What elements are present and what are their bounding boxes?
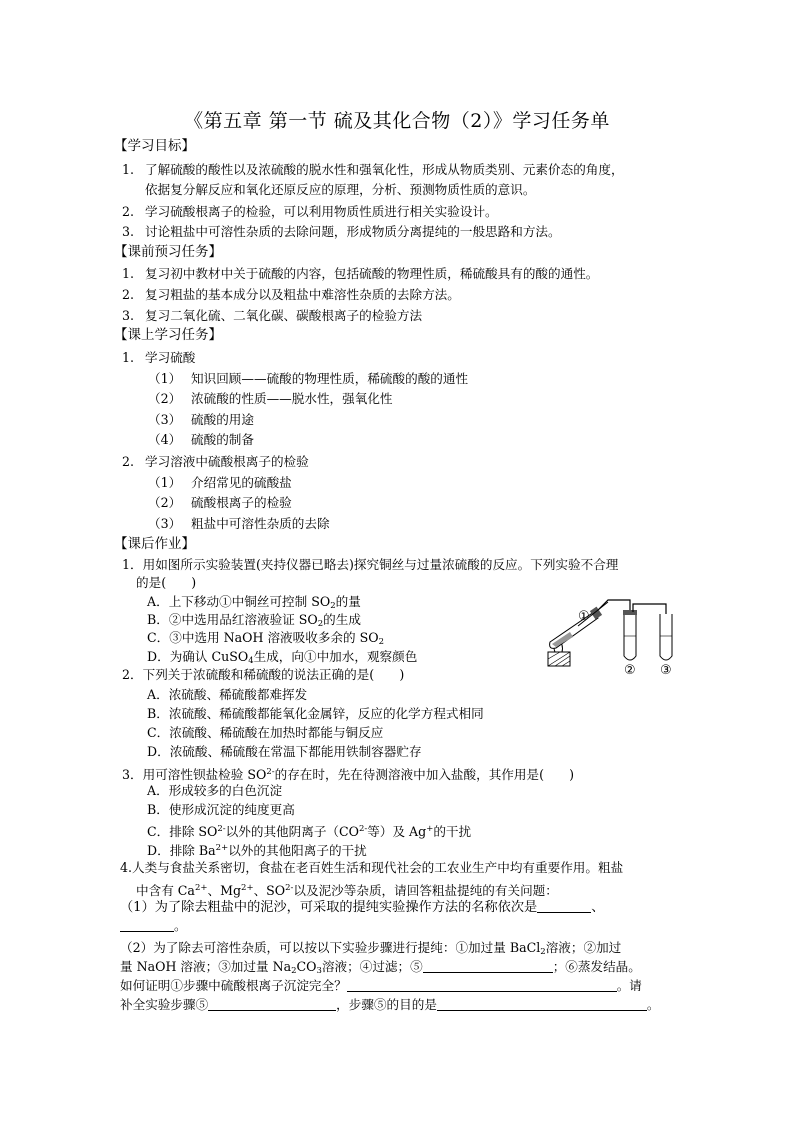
q4-part1-blank-2[interactable] (120, 918, 174, 932)
class-task-1-title: 学习硫酸 (145, 350, 196, 365)
section-class-heading: 【课上学习任务】 (114, 327, 222, 343)
q2-option-d: D．浓硫酸、稀硫酸在常温下都能用铁制容器贮存 (147, 744, 422, 759)
q4-part1: （1）为了除去粗盐中的泥沙，可采取的提纯实验操作方法的名称依次是 、 (120, 900, 605, 915)
q1-option-c: C．③中选用 NaOH 溶液吸收多余的 $SO_2$ (147, 630, 384, 647)
q4-step5-fill-blank[interactable] (208, 997, 336, 1011)
section-preview-heading: 【课前预习任务】 (114, 244, 222, 260)
q3-stem: 3．用可溶性钡盐检验 $SO^{2-}$的存在时，先在待测溶液中加入盐酸，其作用是( ) (122, 767, 575, 782)
q2-option-a: A．浓硫酸、稀硫酸都难挥发 (147, 687, 308, 702)
q3-option-b: B．使形成沉淀的纯度更高 (147, 802, 295, 817)
q4-intro-line2: 中含有 $Ca^{2+}$、$Mg^{2+}$、$SO^{2-}$以及泥沙等杂质，请回答粗盐提纯的有关问题： (136, 883, 558, 898)
q1-option-d: D．为确认 CuSO$_4$生成，向①中加水，观察颜色 (147, 649, 418, 666)
section-homework-heading: 【课后作业】 (114, 536, 195, 552)
tube-2-stopper (623, 610, 637, 615)
figure-label-1: ① (578, 609, 590, 624)
class-task-1-item-3-number: （3） (148, 412, 182, 427)
q4-part2-line4: 补全实验步骤⑤ ，步骤⑤的目的是 。 (120, 997, 660, 1012)
figure-label-2: ② (624, 663, 636, 676)
class-task-2-item-1-text: 介绍常见的硫酸盐 (191, 475, 292, 490)
goal-2-text: 学习硫酸根离子的检验，可以利用物质性质进行相关实验设计。 (145, 204, 498, 219)
class-task-1-item-1-text: 知识回顾——硫酸的物理性质，稀硫酸的酸的通性 (191, 371, 469, 386)
q4-part2-line2: 量 NaOH 溶液；③加过量 $Na_2CO_3$溶液；④过滤；⑤ ；⑥蒸发结晶。 (120, 959, 641, 976)
class-task-2-item-3-number: （3） (148, 516, 182, 531)
preview-1-text: 复习初中教材中关于硫酸的内容，包括硫酸的物理性质，稀硫酸具有的酸的通性。 (145, 266, 599, 281)
goal-2-number: 2. (122, 204, 135, 219)
goal-3-text: 讨论粗盐中可溶性杂质的去除问题，形成物质分离提纯的一般思路和方法。 (145, 224, 561, 239)
goal-3-number: 3. (122, 224, 135, 239)
q1-stem-line1: 1．用如图所示实验装置(夹持仪器已略去)探究铜丝与过量浓硫酸的反应。下列实验不合理 (122, 557, 619, 572)
page-title: 《第五章 第一节 硫及其化合物（2）》学习任务单 (184, 110, 610, 132)
q4-intro-line1: 4.人类与食盐关系密切，食盐在老百姓生活和现代社会的工农业生产中均有重要作用。粗盐 (120, 860, 624, 875)
q4-step5-purpose-blank[interactable] (437, 997, 647, 1011)
q4-proof-blank[interactable] (347, 978, 617, 992)
class-task-1-item-4-number: （4） (148, 432, 182, 447)
class-task-1-item-1-number: （1） (148, 371, 182, 386)
preview-2-text: 复习粗盐的基本成分以及粗盐中难溶性杂质的去除方法。 (145, 287, 460, 302)
preview-3-text: 复习二氧化硫、二氧化碳、碳酸根离子的检验方法 (145, 308, 423, 323)
q1-stem-line2: 的是( ) (136, 575, 197, 590)
q2-option-b: B．浓硫酸、稀硫酸都能氧化金属锌，反应的化学方程式相同 (147, 706, 484, 721)
figure-label-3: ③ (660, 663, 672, 676)
q3-option-a: A．形成较多的白色沉淀 (147, 783, 283, 798)
q3-option-c: C．排除 $SO^{2-}$以外的其他阴离子（$CO^{2-}$等）及 Ag+的干扰 (147, 824, 472, 839)
section-goals-heading: 【学习目标】 (114, 138, 195, 154)
class-task-2-item-2-text: 硫酸根离子的检验 (191, 495, 292, 510)
class-task-2-item-3-text: 粗盐中可溶性杂质的去除 (191, 516, 330, 531)
goal-1-line2: 依据复分解反应和氧化还原反应的原理，分析、预测物质性质的意识。 (145, 182, 536, 197)
goal-1-line1: 了解硫酸的酸性以及浓硫酸的脱水性和强氧化性，形成从物质类别、元素价态的角度， (145, 162, 624, 177)
q4-step5-blank[interactable] (423, 959, 553, 973)
class-task-1-number: 1. (122, 350, 135, 365)
test-tube-3 (660, 614, 672, 660)
class-task-1-item-4-text: 硫酸的制备 (191, 432, 254, 447)
class-task-2-number: 2. (122, 454, 135, 469)
q2-option-c: C．浓硫酸、稀硫酸在加热时都能与铜反应 (147, 725, 384, 740)
preview-1-number: 1. (122, 266, 135, 281)
goal-1-number: 1. (122, 162, 135, 177)
q4-part1-cont: 。 (120, 918, 187, 934)
q4-part2-line1: （2）为了除去可溶性杂质，可以按以下实验步骤进行提纯：①加过量 BaCl$_2$溶液；②加过 (120, 940, 622, 957)
class-task-2-item-1-number: （1） (148, 475, 182, 490)
class-task-1-item-2-text: 浓硫酸的性质——脱水性，强氧化性 (191, 391, 393, 406)
class-task-1-item-3-text: 硫酸的用途 (191, 412, 254, 427)
q1-option-b: B．②中选用品红溶液验证 $SO_2$的生成 (147, 612, 361, 629)
q3-option-d: D．排除 $Ba^{2+}$以外的其他阳离子的干扰 (147, 843, 367, 858)
q1-option-a: A．上下移动①中铜丝可控制 $SO_2$的量 (147, 594, 361, 611)
preview-2-number: 2. (122, 287, 135, 302)
q2-stem: 2．下列关于浓硫酸和稀硫酸的说法正确的是( ) (122, 667, 405, 682)
test-tube-2 (624, 614, 636, 660)
q4-part2-line3: 如何证明①步骤中硫酸根离子沉淀完全？ 。请 (120, 978, 642, 993)
class-task-1-item-2-number: （2） (148, 391, 182, 406)
preview-3-number: 3. (122, 308, 135, 323)
class-task-2-item-2-number: （2） (148, 495, 182, 510)
q1-apparatus-figure (540, 590, 690, 676)
q4-part1-blank-1[interactable] (537, 899, 591, 913)
class-task-2-title: 学习溶液中硫酸根离子的检验 (145, 454, 309, 469)
